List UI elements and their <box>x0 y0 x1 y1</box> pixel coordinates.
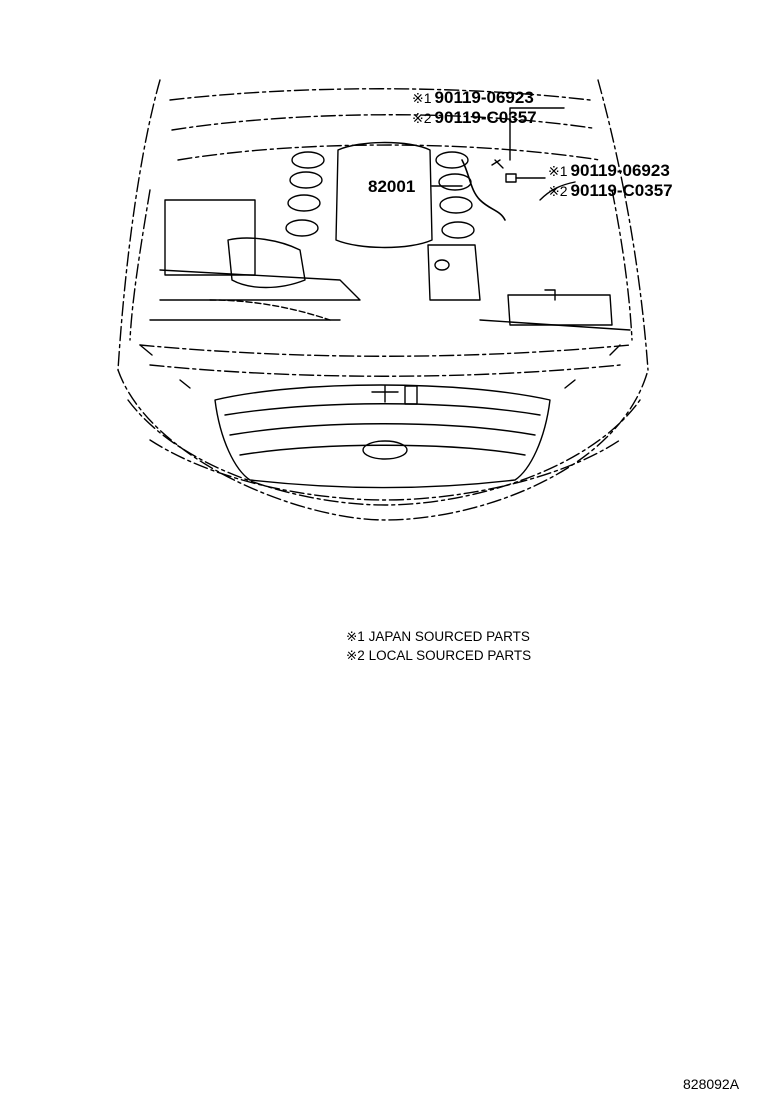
callout-right-line2 <box>548 181 673 201</box>
part-number: 90119-06923 <box>434 88 534 107</box>
callout-right-line1 <box>548 161 670 181</box>
callout-top-line2 <box>412 108 537 128</box>
hood-outline <box>118 80 160 370</box>
grille <box>215 385 550 488</box>
part-number: 90119-C0357 <box>434 108 537 127</box>
legend-note-local: ※2 LOCAL SOURCED PARTS <box>346 648 532 663</box>
sensor-wire <box>462 160 505 220</box>
illustration-code: 828092A <box>683 1076 740 1092</box>
callout-main-part: 82001 <box>368 177 416 196</box>
part-number: 90119-06923 <box>570 161 670 180</box>
japan-sourced-mark: ※1 <box>548 163 568 179</box>
japan-sourced-mark: ※1 <box>412 90 432 106</box>
legend-note-japan: ※1 JAPAN SOURCED PARTS <box>346 629 530 644</box>
callout-top-line1 <box>412 88 534 108</box>
local-sourced-mark: ※2 <box>412 110 432 126</box>
part-number: 90119-C0357 <box>570 181 673 200</box>
local-sourced-mark: ※2 <box>548 183 568 199</box>
